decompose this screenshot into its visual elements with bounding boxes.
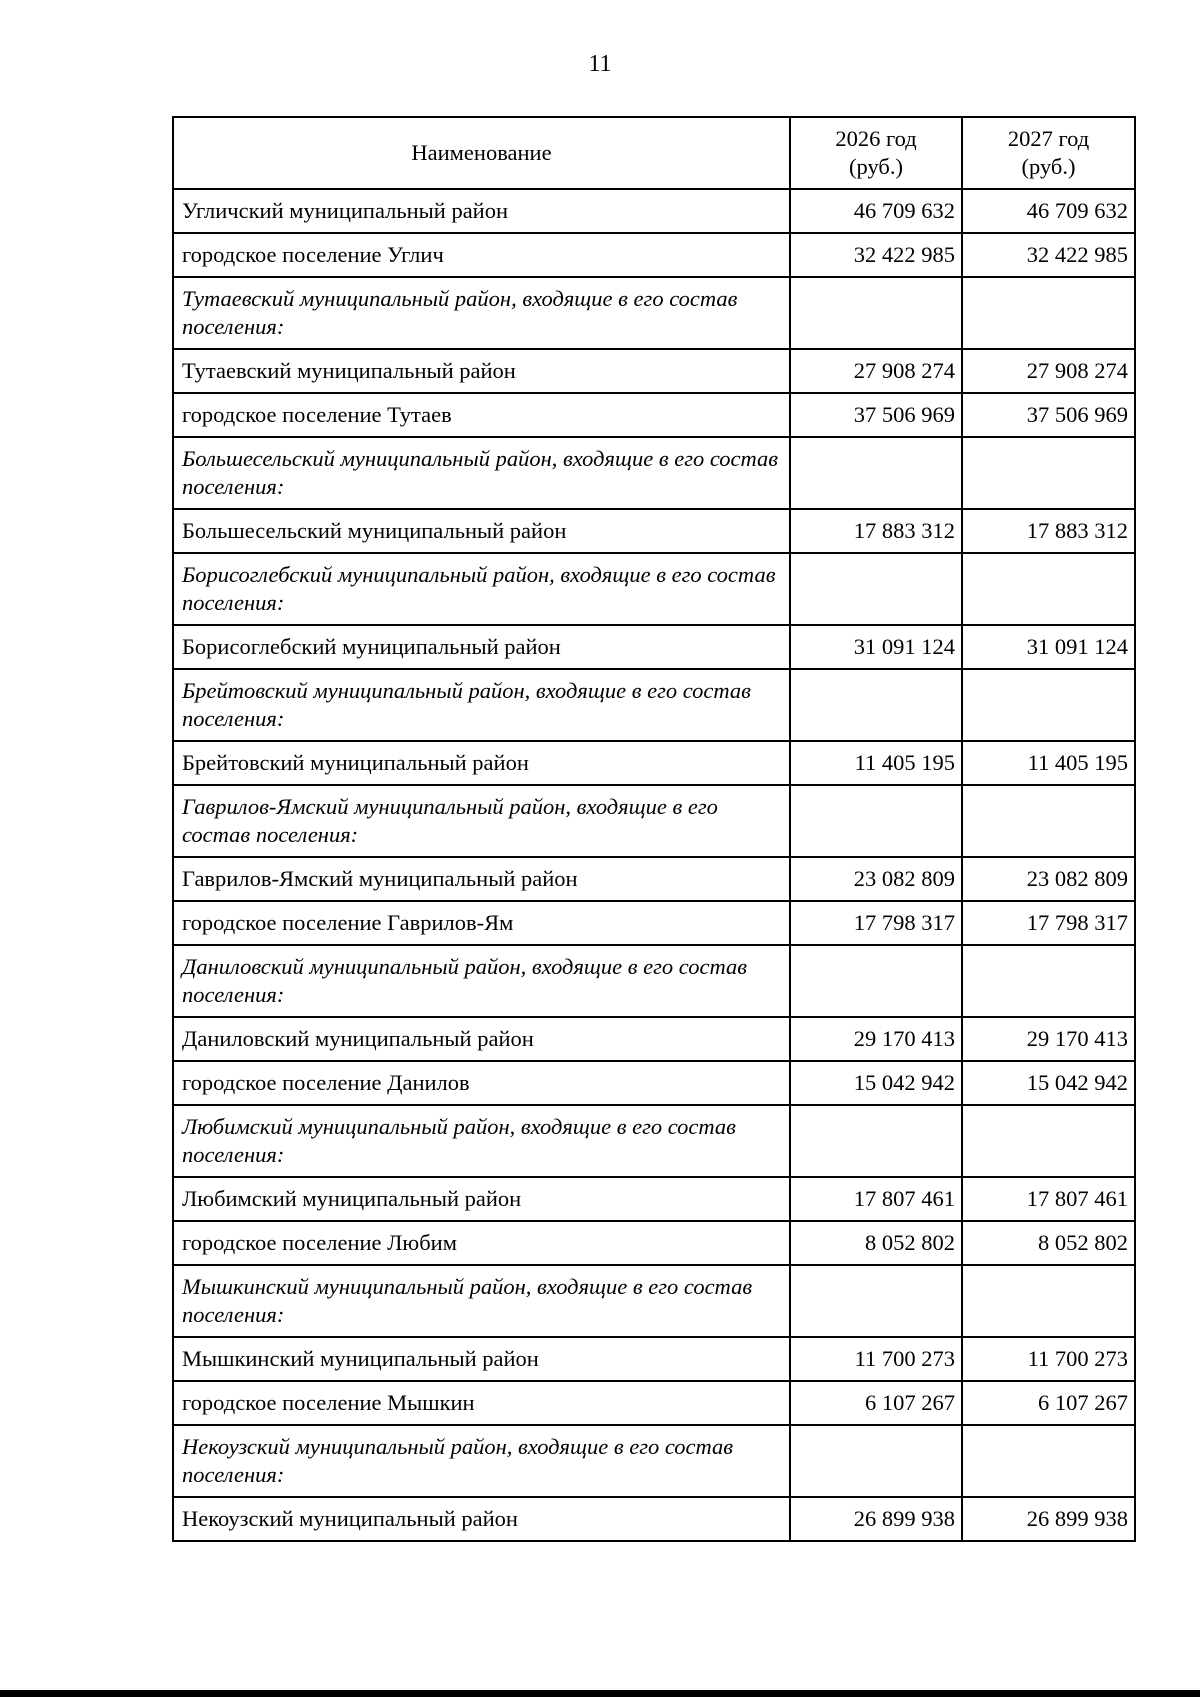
table-group-row [173, 1265, 1135, 1337]
value-2026-cell [790, 553, 962, 625]
table-body [173, 189, 1135, 1541]
row-name-cell: Борисоглебский муниципальный район [173, 625, 790, 669]
value-2027-cell: 11 700 273 [962, 1337, 1135, 1381]
value-2026-cell: 29 170 413 [790, 1017, 962, 1061]
table-group-row [173, 785, 1135, 857]
header-year-2027: 2027 год (руб.) [962, 117, 1135, 189]
value-2026-cell [790, 785, 962, 857]
row-name-cell: городское поселение Любим [173, 1221, 790, 1265]
value-2026-cell [790, 945, 962, 1017]
value-2027-cell: 26 899 938 [962, 1497, 1135, 1541]
table-row [173, 741, 1135, 785]
table-row [173, 1497, 1135, 1541]
value-2027-cell: 27 908 274 [962, 349, 1135, 393]
row-name-cell: Угличский муниципальный район [173, 189, 790, 233]
row-name-cell: городское поселение Гаврилов-Ям [173, 901, 790, 945]
row-name-cell: Даниловский муниципальный район [173, 1017, 790, 1061]
table-row [173, 189, 1135, 233]
table-row [173, 233, 1135, 277]
row-name-cell: Некоузский муниципальный район, входящие в его состав поселения: [173, 1425, 790, 1497]
row-name-cell: Некоузский муниципальный район [173, 1497, 790, 1541]
value-2026-cell: 37 506 969 [790, 393, 962, 437]
value-2026-cell: 31 091 124 [790, 625, 962, 669]
table-row [173, 1061, 1135, 1105]
row-name-cell: Тутаевский муниципальный район, входящие в его состав поселения: [173, 277, 790, 349]
row-name-cell: Гаврилов-Ямский муниципальный район, входящие в его состав поселения: [173, 785, 790, 857]
table-group-row [173, 945, 1135, 1017]
row-name-cell: Борисоглебский муниципальный район, входящие в его состав поселения: [173, 553, 790, 625]
value-2027-cell: 17 798 317 [962, 901, 1135, 945]
table-group-row [173, 1105, 1135, 1177]
value-2027-cell: 8 052 802 [962, 1221, 1135, 1265]
table-row [173, 901, 1135, 945]
table-row [173, 349, 1135, 393]
value-2027-cell: 23 082 809 [962, 857, 1135, 901]
table-group-row [173, 669, 1135, 741]
row-name-cell: Мышкинский муниципальный район, входящие в его состав поселения: [173, 1265, 790, 1337]
row-name-cell: Большесельский муниципальный район, входящие в его состав поселения: [173, 437, 790, 509]
value-2027-cell [962, 1265, 1135, 1337]
table-row [173, 1017, 1135, 1061]
table-row [173, 625, 1135, 669]
header-name: Наименование [173, 117, 790, 189]
value-2027-cell [962, 785, 1135, 857]
value-2027-cell: 29 170 413 [962, 1017, 1135, 1061]
value-2027-cell: 17 807 461 [962, 1177, 1135, 1221]
row-name-cell: городское поселение Тутаев [173, 393, 790, 437]
value-2026-cell [790, 1105, 962, 1177]
row-name-cell: городское поселение Данилов [173, 1061, 790, 1105]
table-row [173, 393, 1135, 437]
value-2027-cell [962, 277, 1135, 349]
value-2027-cell [962, 669, 1135, 741]
value-2027-cell [962, 1425, 1135, 1497]
header-year-2026: 2026 год (руб.) [790, 117, 962, 189]
table-row [173, 1177, 1135, 1221]
value-2026-cell: 17 798 317 [790, 901, 962, 945]
row-name-cell: Гаврилов-Ямский муниципальный район [173, 857, 790, 901]
value-2027-cell: 11 405 195 [962, 741, 1135, 785]
value-2026-cell: 26 899 938 [790, 1497, 962, 1541]
value-2027-cell: 46 709 632 [962, 189, 1135, 233]
table-group-row [173, 1425, 1135, 1497]
value-2026-cell [790, 669, 962, 741]
row-name-cell: городское поселение Мышкин [173, 1381, 790, 1425]
bottom-rule [0, 1690, 1200, 1697]
value-2026-cell: 15 042 942 [790, 1061, 962, 1105]
row-name-cell: Брейтовский муниципальный район, входящие в его состав поселения: [173, 669, 790, 741]
value-2027-cell: 31 091 124 [962, 625, 1135, 669]
value-2026-cell [790, 277, 962, 349]
value-2026-cell: 17 807 461 [790, 1177, 962, 1221]
table-header-row [173, 117, 1135, 189]
value-2026-cell: 8 052 802 [790, 1221, 962, 1265]
value-2027-cell [962, 945, 1135, 1017]
value-2026-cell: 32 422 985 [790, 233, 962, 277]
row-name-cell: Мышкинский муниципальный район [173, 1337, 790, 1381]
table-group-row [173, 277, 1135, 349]
value-2027-cell: 6 107 267 [962, 1381, 1135, 1425]
value-2026-cell: 11 405 195 [790, 741, 962, 785]
table-row [173, 1381, 1135, 1425]
value-2026-cell: 23 082 809 [790, 857, 962, 901]
table-group-row [173, 553, 1135, 625]
value-2026-cell [790, 1265, 962, 1337]
row-name-cell: городское поселение Углич [173, 233, 790, 277]
value-2027-cell: 17 883 312 [962, 509, 1135, 553]
value-2027-cell [962, 437, 1135, 509]
table-row [173, 857, 1135, 901]
value-2026-cell: 11 700 273 [790, 1337, 962, 1381]
table-group-row [173, 437, 1135, 509]
value-2027-cell: 15 042 942 [962, 1061, 1135, 1105]
page-number: 11 [588, 51, 612, 77]
table-row [173, 1221, 1135, 1265]
row-name-cell: Любимский муниципальный район, входящие в его состав поселения: [173, 1105, 790, 1177]
budget-table [172, 116, 1136, 1542]
value-2026-cell: 46 709 632 [790, 189, 962, 233]
value-2027-cell: 32 422 985 [962, 233, 1135, 277]
table-row [173, 509, 1135, 553]
value-2027-cell: 37 506 969 [962, 393, 1135, 437]
value-2026-cell: 17 883 312 [790, 509, 962, 553]
row-name-cell: Большесельский муниципальный район [173, 509, 790, 553]
value-2026-cell [790, 437, 962, 509]
row-name-cell: Любимский муниципальный район [173, 1177, 790, 1221]
row-name-cell: Брейтовский муниципальный район [173, 741, 790, 785]
table-row [173, 1337, 1135, 1381]
value-2027-cell [962, 553, 1135, 625]
row-name-cell: Даниловский муниципальный район, входящие в его состав поселения: [173, 945, 790, 1017]
value-2026-cell: 27 908 274 [790, 349, 962, 393]
value-2027-cell [962, 1105, 1135, 1177]
row-name-cell: Тутаевский муниципальный район [173, 349, 790, 393]
value-2026-cell [790, 1425, 962, 1497]
value-2026-cell: 6 107 267 [790, 1381, 962, 1425]
